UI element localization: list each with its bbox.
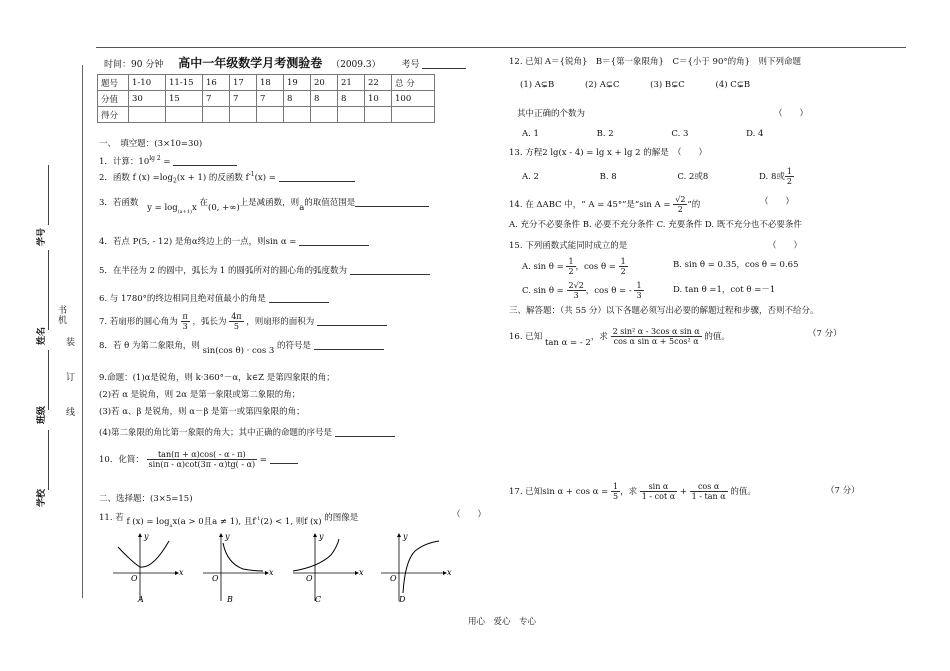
exam-number-label: 考号 (401, 60, 420, 70)
fraction (611, 327, 702, 346)
score-input-cell[interactable] (392, 107, 435, 123)
question-text: 的值。 (704, 332, 730, 342)
axis-x-label: x (269, 568, 274, 577)
question-text: 17. 已知 (509, 487, 543, 497)
question-text: 6. 与 1780°的终边相同且绝对值最小的角是 (99, 294, 266, 304)
choice-text: A. sin θ = (522, 262, 564, 272)
answer-blank[interactable] (269, 293, 329, 303)
answer-paren[interactable]: （ ） (760, 197, 795, 207)
table-cell: 8 (338, 91, 365, 107)
option-label: D (399, 595, 406, 603)
table-cell: 分值 (98, 91, 129, 107)
fraction (640, 482, 677, 501)
question-text: 的图像是 (324, 512, 359, 523)
choice-option[interactable]: C. 3 (671, 129, 689, 139)
score-input-cell[interactable] (129, 107, 166, 123)
question-text: ，则扇形的面积为 (246, 317, 315, 327)
numerator: 1 (620, 257, 626, 266)
table-cell: 17 (230, 75, 257, 91)
question-text: 10．化简： (99, 455, 144, 465)
exam-number-blank[interactable] (422, 59, 466, 69)
class-blank[interactable] (48, 350, 49, 410)
question-text: 8．若 θ 为第二象限角，则 (99, 341, 200, 351)
score-input-cell[interactable] (230, 107, 257, 123)
question-text: ，弧长为 (192, 317, 227, 327)
exam-time: 时间：90 分钟 (104, 60, 164, 70)
student-id-label: 学号 (37, 227, 47, 246)
choice-value: 8或 (770, 172, 785, 182)
question-9-line-4 (99, 427, 395, 438)
fraction (611, 482, 620, 501)
exponent: lg 2 (149, 155, 161, 162)
numerator: cos α (690, 482, 728, 492)
choice-option[interactable]: B. 2 (596, 129, 614, 139)
question-10 (99, 450, 298, 469)
question-1 (99, 154, 237, 167)
option-label: B (227, 595, 233, 603)
choice-row (522, 129, 763, 139)
fraction (690, 482, 728, 501)
question-text: (4)第二象限的角比第一象限的角大；其中正确的命题的序号是 (99, 428, 333, 438)
question-text: 的符号是 (277, 341, 312, 351)
question-text: 14. 在 ΔABC 中，“ A = 45°”是“ (509, 200, 640, 210)
table-cell: 7 (203, 91, 230, 107)
question-text: (x) = (254, 172, 276, 183)
numerator: √2 (675, 195, 686, 204)
points-label: （7 分） (808, 329, 842, 339)
numerator: sin α (640, 482, 677, 492)
answer-blank[interactable] (314, 340, 384, 350)
question-17 (509, 482, 756, 501)
question-9-line-2: (2)若 α 是锐角，则 2α 是第一象限或第二象限的角； (99, 390, 301, 400)
choice-text: ，cos θ = (575, 262, 616, 272)
score-input-cell[interactable] (311, 107, 338, 123)
statement-option: (1) A⊊B (520, 80, 555, 90)
fraction (567, 281, 586, 300)
answer-blank[interactable] (350, 265, 430, 275)
question-16 (509, 327, 730, 346)
page-footer: 用心 爱心 专心 (468, 617, 537, 627)
choice-option[interactable] (522, 257, 628, 276)
math-expr: a (299, 203, 305, 213)
question-5 (99, 265, 430, 276)
question-text: 的值。 (730, 487, 756, 497)
graph-option-c[interactable] (293, 532, 364, 603)
school-label: 学校 (37, 488, 47, 507)
choice-option[interactable]: B. sin θ = 0.35，cos θ = 0.65 (673, 260, 799, 270)
origin-label: O (212, 574, 219, 583)
denominator: 2 (620, 267, 626, 276)
exam-date: （2009.3） (331, 60, 381, 70)
question-text: 1．计算：10 (99, 156, 150, 167)
statement-option: (4) C⊊B (715, 80, 751, 90)
binding-char: 线 (66, 408, 76, 418)
question-7 (99, 312, 387, 331)
header-rule (96, 47, 906, 48)
student-id-blank[interactable] (48, 165, 49, 225)
question-12-tail: 其中正确的个数为 (517, 109, 586, 119)
table-cell: 8 (284, 91, 311, 107)
table-cell: 30 (129, 91, 166, 107)
question-3: 3．若函数 $y = \log_{(a+1)}x$ 在(0, +∞)上是减函数，则a的取值范围是 (99, 197, 429, 212)
axis-y-label: y (225, 532, 230, 541)
question-text: 5．在半径为 2 的圆中，弧长为 1 的圆弧所对的圆心角的弧度数为 (99, 266, 348, 276)
question-14 (509, 195, 700, 214)
table-cell: 10 (365, 91, 392, 107)
table-cell: 11-15 (166, 75, 203, 91)
denominator: 3 (182, 322, 188, 331)
question-text: ，求 (590, 332, 608, 342)
question-2: 2．函数 f $(x) =\log_2(x + 1)$ 的反函数 $f^{-1}(x)$ = (99, 170, 355, 187)
math-expr: x (192, 203, 197, 213)
origin-label: O (390, 574, 397, 583)
axis-x-label: x (447, 568, 452, 577)
answer-paren[interactable]: （ ） (768, 241, 803, 251)
exam-title: 高中一年级数学月考测验卷 (178, 56, 323, 70)
class-label: 班级 (37, 405, 47, 424)
question-9-line-3: (3)若 α、β 是锐角，则 α－β 是第一或第四象限的角； (99, 407, 305, 417)
question-6 (99, 293, 329, 304)
answer-blank[interactable] (355, 197, 429, 207)
score-input-cell[interactable] (203, 107, 230, 123)
axis-x-label: x (179, 568, 184, 577)
table-cell: 15 (166, 91, 203, 107)
numerator: 1 (636, 281, 642, 290)
denominator: 2 (786, 177, 792, 186)
score-table (97, 74, 435, 123)
school-blank[interactable] (48, 430, 49, 490)
choice-text: ，cos θ = - (585, 286, 632, 296)
question-12: 12. 已知 A＝{锐角} B＝{第一象限角} C＝{小于 90°的角} 则下列命题 (509, 57, 802, 67)
question-text: 的取值范围是 (304, 198, 356, 208)
question-text: 上是减函数，则 (239, 198, 300, 208)
math-expr: (0, +∞) (208, 203, 240, 213)
choice-option[interactable]: D. 4 (746, 129, 764, 139)
question-text: ”的 (687, 200, 701, 210)
option-label: C (315, 595, 322, 603)
math-expr: y = log (147, 203, 178, 213)
denominator: sin(π - α)cot(3π - α)tg( - α) (148, 460, 256, 469)
section-heading: 一、 填空题：(3×10=30) (99, 139, 203, 149)
denominator: 5 (233, 322, 239, 331)
question-12-options (520, 80, 750, 90)
function-graph-options (113, 531, 463, 603)
table-cell: 19 (284, 75, 311, 91)
table-cell: 22 (365, 75, 392, 91)
choice-option[interactable]: C. 2或8 (677, 172, 709, 182)
points-label: （7 分） (826, 486, 860, 496)
math-expr: sin A = (639, 200, 671, 210)
denominator: 1 - tan α (691, 492, 726, 501)
fraction (566, 257, 575, 276)
question-text: 在 (199, 198, 209, 208)
graph-option-a[interactable] (113, 532, 184, 603)
question-11: 11. 若 f $(x) = \log_ax(a > 0$且a ≠ 1), 且$f^{-1}(2) < 1$, 则f (x) 的图像是 (99, 512, 359, 529)
score-input-cell[interactable] (166, 107, 203, 123)
math-expr: (2) < 1, 则f (x) (260, 516, 322, 527)
binding-char: 装 (66, 338, 76, 348)
table-cell: 1-10 (129, 75, 166, 91)
table-cell: 题号 (98, 75, 129, 91)
section-heading: 三、解答题：（共 55 分）以下各题必须写出必要的解题过程和步骤，否则不给分。 (509, 306, 819, 316)
math-expr: sin α + cos α = (542, 487, 609, 497)
choice-option[interactable]: A. 2 (522, 172, 539, 182)
denominator: cos α sin α + 5cos² α (613, 337, 699, 346)
answer-blank[interactable] (279, 172, 355, 182)
denominator: 2 (568, 267, 574, 276)
question-text: 3．若函数 (99, 198, 139, 208)
numerator: 1 (786, 167, 792, 176)
numerator: 2 sin² α - 3cos α sin α (612, 327, 700, 336)
fraction (785, 167, 794, 186)
origin-label: O (306, 574, 313, 583)
exam-header (104, 54, 466, 71)
question-text: = (257, 455, 267, 465)
math-expr: tan α = - 2 (544, 338, 591, 348)
answer-blank[interactable] (299, 236, 369, 246)
choice-text: C. sin θ = (522, 286, 564, 296)
table-cell: 18 (257, 75, 284, 91)
origin-label: O (131, 574, 138, 583)
name-blank[interactable] (48, 250, 49, 330)
axis-y-label: y (144, 532, 149, 541)
table-cell: 20 (311, 75, 338, 91)
answer-blank[interactable] (173, 156, 237, 166)
score-input-cell[interactable] (338, 107, 365, 123)
denominator: 3 (636, 291, 642, 300)
math-expr: sin(cos θ) · cos 3 (202, 346, 275, 356)
table-cell: 得分 (98, 107, 129, 123)
question-text: 7. 若扇形的圆心角为 (99, 317, 178, 327)
table-cell: 总 分 (392, 75, 435, 91)
fraction (229, 312, 243, 331)
binding-char: 机 (58, 316, 68, 326)
question-8 (99, 340, 384, 356)
choice-option[interactable]: D. tan θ =1，cot θ =－1 (673, 285, 776, 295)
score-input-cell[interactable] (284, 107, 311, 123)
denominator: 2 (677, 205, 683, 214)
question-text: 16. 已知 (509, 332, 543, 342)
statement-option: (3) B⊊C (650, 80, 685, 90)
axis-y-label: y (319, 532, 324, 541)
score-input-cell[interactable] (365, 107, 392, 123)
answer-blank[interactable] (335, 427, 395, 437)
table-cell: 21 (338, 75, 365, 91)
fraction (634, 281, 643, 300)
answer-blank[interactable] (270, 454, 298, 464)
axis-y-label: y (403, 532, 408, 541)
binding-rule (82, 65, 83, 598)
fraction (181, 312, 190, 331)
section-heading: 二、选择题：(3×5=15) (99, 494, 193, 504)
choice-option[interactable] (522, 281, 644, 300)
graph-option-b[interactable] (203, 532, 274, 603)
fraction (619, 257, 628, 276)
table-row (98, 75, 435, 91)
numerator: 2√2 (568, 281, 584, 290)
table-row (98, 91, 435, 107)
name-label: 姓名 (37, 326, 47, 345)
table-cell: 7 (257, 91, 284, 107)
binding-char: 书 (58, 306, 68, 316)
math-expr: x(a > 0且a ≠ 1), 且f (172, 516, 256, 527)
question-9-line-1: 9.命题：(1)α是锐角，则 k·360°－α，k∈Z 是第四象限的角； (99, 373, 335, 383)
math-expr: f (x) = log (126, 516, 170, 527)
table-cell: 16 (203, 75, 230, 91)
table-row (98, 107, 435, 123)
binding-char: 订 (66, 373, 76, 383)
denominator: 5 (612, 492, 619, 501)
table-cell: 7 (230, 91, 257, 107)
fraction (147, 450, 258, 469)
question-4 (99, 236, 369, 247)
numerator: 1 (612, 482, 619, 491)
graph-option-d[interactable] (381, 532, 452, 603)
option-label: A (138, 595, 144, 603)
question-text: 4．若点 P(5, - 12) 是角α终边上的一点，则sin α = (99, 237, 297, 247)
question-text: 2．函数 f (x) =log (99, 172, 173, 183)
answer-paren[interactable]: （ ） (452, 510, 487, 520)
answer-blank[interactable] (317, 316, 387, 326)
question-text: 11. 若 (99, 512, 124, 523)
choice-option[interactable]: B. 8 (599, 172, 617, 182)
question-13: 13. 方程2 lg(x - 4) = lg x + lg 2 的解是 （ ） (509, 148, 708, 158)
numerator: π (182, 312, 188, 321)
question-15: 15. 下列函数式能同时成立的是 (509, 241, 628, 251)
table-cell: 100 (392, 91, 435, 107)
answer-paren[interactable]: （ ） (774, 109, 809, 119)
table-cell: 8 (311, 91, 338, 107)
score-input-cell[interactable] (257, 107, 284, 123)
choice-option[interactable] (759, 167, 794, 186)
denominator: 1 - cot α (641, 492, 676, 501)
question-14-choices[interactable]: A. 充分不必要条件 B. 必要不充分条件 C. 充要条件 D. 既不充分也不必要条件 (509, 220, 802, 230)
denominator: 3 (573, 291, 579, 300)
question-text: (x + 1) 的反函数 f (176, 172, 249, 183)
statement-option: (2) A⊊C (584, 80, 620, 90)
numerator: 1 (568, 257, 574, 266)
axis-x-label: x (359, 568, 364, 577)
question-text: = (160, 156, 171, 167)
numerator: 4π (231, 312, 242, 321)
choice-letter: D. (759, 172, 769, 182)
math-expr: + (679, 487, 687, 497)
choice-row (522, 167, 794, 186)
choice-option[interactable]: A. 1 (522, 129, 539, 139)
numerator: tan(π + α)cos( - α - π) (147, 450, 258, 460)
question-text: ，求 (620, 487, 638, 497)
fraction (673, 195, 687, 214)
